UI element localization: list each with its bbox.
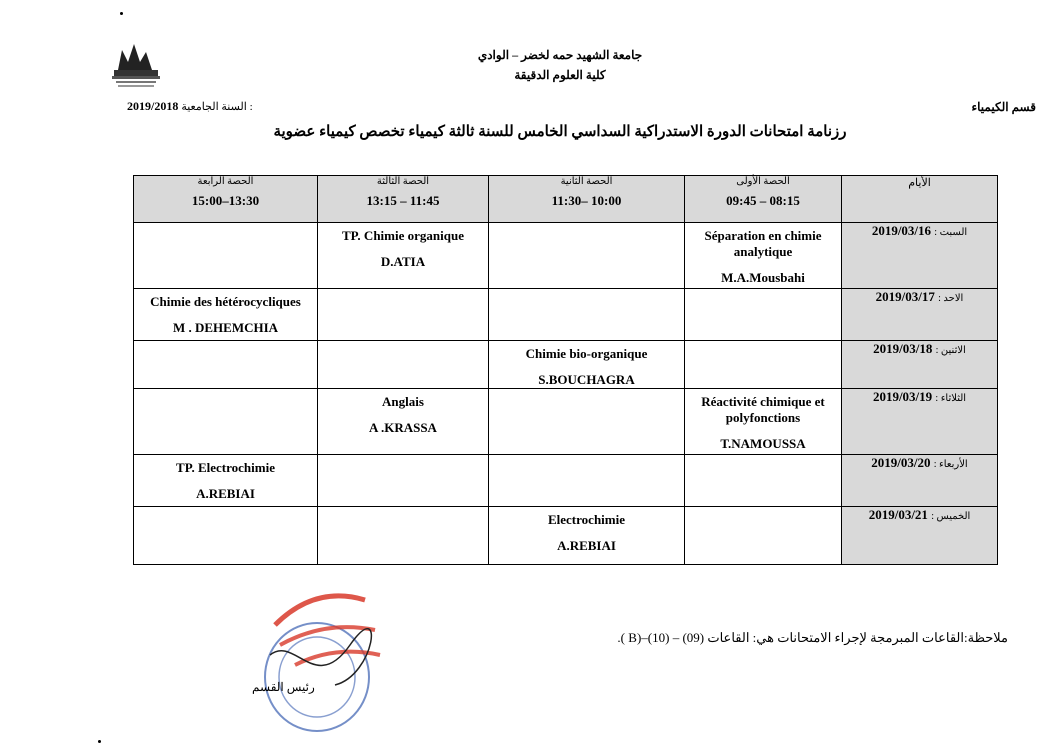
exam-cell — [134, 455, 318, 507]
module-name: Réactivité chimique et polyfonctions — [701, 394, 825, 425]
professor-name — [489, 294, 684, 304]
module-name: Chimie des hétérocycliques — [150, 294, 301, 309]
exam-cell — [134, 289, 318, 341]
university-logo — [108, 40, 164, 90]
day-cell — [842, 455, 998, 507]
exam-date: 2019/03/19 — [872, 389, 933, 404]
exam-schedule-table — [133, 175, 998, 565]
session-header: الحصة الثانية 11:30– 10:00 — [489, 176, 685, 223]
year-value: 2019/2018 — [127, 99, 179, 113]
professor-name — [685, 460, 841, 470]
professor-name — [318, 460, 488, 470]
exam-cell — [318, 341, 489, 389]
academic-year — [127, 99, 253, 114]
professor-name: T.NAMOUSSA — [720, 436, 806, 451]
exam-cell — [489, 455, 685, 507]
professor-name: M.A.Mousbahi — [721, 270, 805, 285]
professor-name: M . DEHEMCHIA — [172, 320, 279, 335]
day-name: الاحد : — [938, 293, 964, 304]
exam-cell — [318, 507, 489, 565]
professor-name — [318, 294, 488, 304]
exam-date: 2019/03/18 — [873, 341, 933, 356]
module-name: TP. Chimie organique — [342, 228, 464, 243]
day-cell — [842, 223, 998, 289]
professor-name — [318, 512, 488, 522]
session-header: الحصة الثالثة 13:15 – 11:45 — [318, 176, 489, 223]
exam-date: 2019/03/16 — [871, 223, 932, 238]
table-row — [134, 289, 998, 341]
day-cell — [842, 289, 998, 341]
professor-name — [318, 346, 488, 356]
module-name: Chimie bio-organique — [525, 346, 648, 361]
speck — [98, 740, 101, 743]
day-name: الخميس : — [931, 511, 971, 522]
module-name: TP. Electrochimie — [176, 460, 275, 475]
exam-cell — [685, 341, 842, 389]
exam-date: 2019/03/17 — [875, 289, 935, 304]
exam-cell — [134, 341, 318, 389]
speck — [120, 12, 123, 15]
exam-cell — [489, 223, 685, 289]
professor-name: S.BOUCHAGRA — [538, 372, 635, 387]
exam-cell — [318, 223, 489, 289]
professor-name — [489, 394, 684, 404]
exam-cell — [489, 389, 685, 455]
table-row — [134, 507, 998, 565]
professor-name: A.REBIAI — [196, 486, 255, 501]
exam-cell — [489, 289, 685, 341]
department-head-label: رئيس القسم — [252, 680, 315, 694]
professor-name — [134, 346, 317, 356]
faculty-name: كلية العلوم الدقيقة — [514, 68, 606, 82]
table-row — [134, 455, 998, 507]
session-header: الحصة الرابعة 15:00–13:30 — [134, 176, 318, 223]
exam-cell — [134, 389, 318, 455]
exam-cell — [134, 507, 318, 565]
rooms-note: ملاحظة:القاعات المبرمجة لإجراء الامتحانات هي: القاعات (09) – (10)–(B ). — [617, 630, 1008, 645]
exam-cell — [685, 389, 842, 455]
module-name: Séparation en chimie analytique — [704, 228, 822, 259]
table-row — [134, 341, 998, 389]
professor-name — [134, 394, 317, 404]
exam-cell — [489, 507, 685, 565]
days-header: الأيام — [842, 176, 998, 223]
professor-name — [685, 512, 841, 522]
professor-name — [489, 228, 684, 238]
exam-cell — [685, 507, 842, 565]
day-cell — [842, 389, 998, 455]
table-row — [134, 389, 998, 455]
exam-cell — [318, 289, 489, 341]
exam-cell — [134, 223, 318, 289]
professor-name — [489, 460, 684, 470]
professor-name: D.ATIA — [380, 254, 426, 269]
exam-cell — [685, 223, 842, 289]
day-name: السبت : — [934, 227, 968, 238]
year-label: السنة الجامعية : — [181, 101, 253, 113]
professor-name — [685, 346, 841, 356]
exam-cell — [489, 341, 685, 389]
module-name: Electrochimie — [547, 512, 625, 527]
exam-cell — [685, 455, 842, 507]
exam-cell — [318, 455, 489, 507]
exam-cell — [685, 289, 842, 341]
day-name: الثلاثاء : — [935, 393, 967, 404]
exam-cell — [318, 389, 489, 455]
day-name: الأربعاء : — [933, 459, 968, 470]
university-name: جامعة الشهيد حمه لخضر – الوادي — [477, 48, 643, 62]
professor-name: A .KRASSA — [369, 420, 437, 435]
day-cell — [842, 341, 998, 389]
professor-name — [685, 294, 841, 304]
header-row — [134, 176, 998, 223]
professor-name — [134, 228, 317, 238]
department-stamp — [255, 585, 395, 735]
department-name: قسم الكيمياء — [971, 100, 1036, 114]
page-title: رزنامة امتحانات الدورة الاستدراكية السداسي الخامس للسنة ثالثة كيمياء تخصص كيمياء عضوية — [273, 124, 847, 140]
exam-date: 2019/03/20 — [871, 455, 931, 470]
day-name: الاثنين : — [935, 345, 966, 356]
exam-date: 2019/03/21 — [868, 507, 928, 522]
table-row — [134, 223, 998, 289]
professor-name: A.REBIAI — [557, 538, 616, 553]
professor-name — [134, 512, 317, 522]
session-header: الحصة الأولى 09:45 – 08:15 — [685, 176, 842, 223]
day-cell — [842, 507, 998, 565]
module-name: Anglais — [382, 394, 424, 409]
